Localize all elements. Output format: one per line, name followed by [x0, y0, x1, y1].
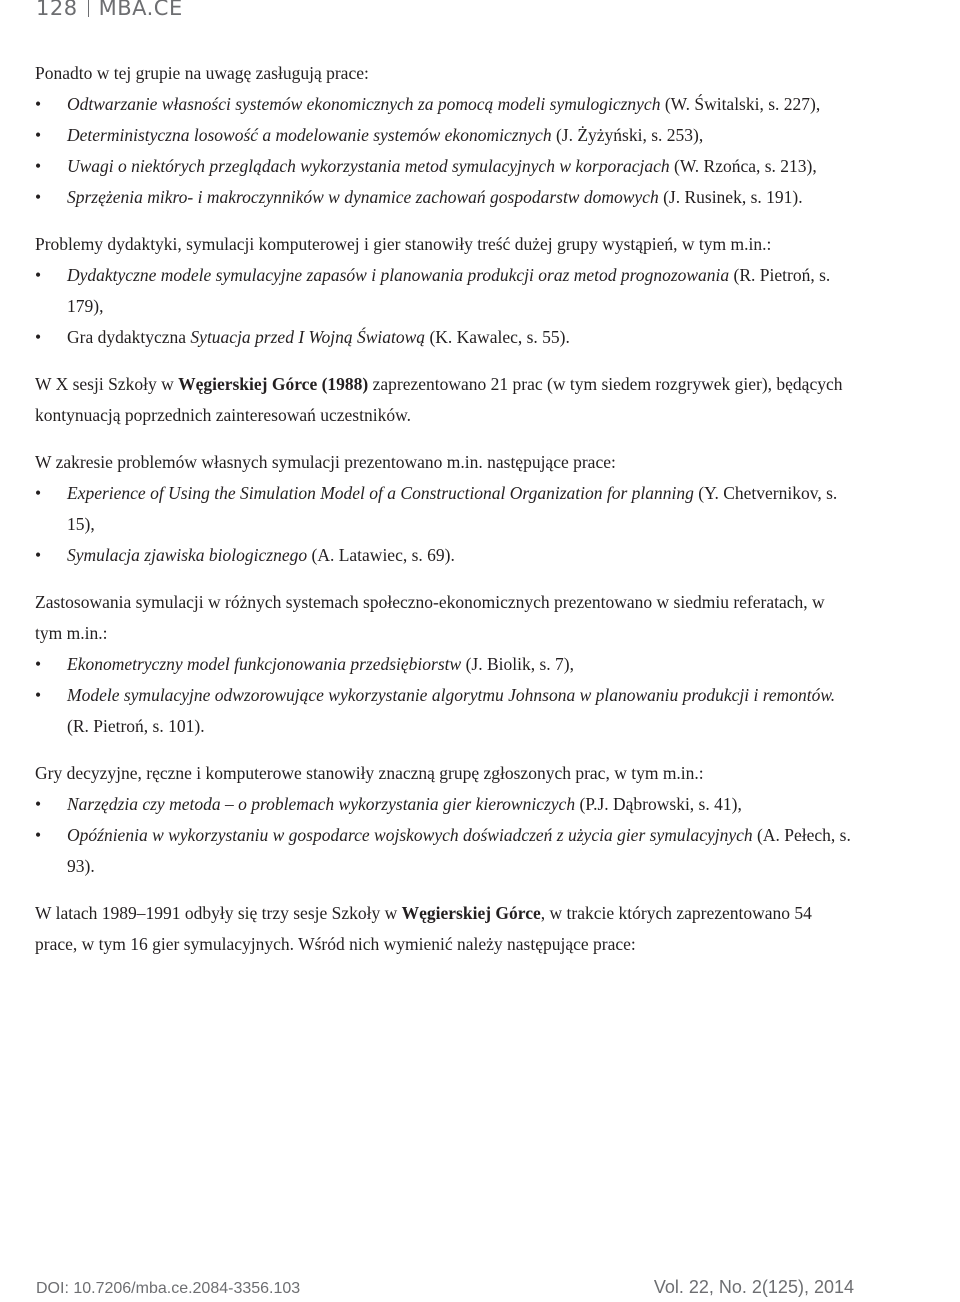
paragraph-intro: Gry decyzyjne, ręczne i komputerowe stanowiły znaczną grupę zgłoszonych prac, w tym m.in.: [35, 763, 704, 783]
item-ref: (Y. Chetvernikov, s. 15), [67, 483, 838, 534]
paragraph-intro: W zakresie problemów własnych symulacji prezentowano m.in. następujące prace: [35, 452, 616, 472]
journal-name: MBA.CE [98, 0, 183, 20]
bullet-list [35, 649, 855, 742]
item-title: Deterministyczna losowość a modelowanie systemów ekonomicznych [67, 125, 552, 145]
list-item [35, 789, 855, 820]
item-ref: (J. Żyżyński, s. 253), [551, 125, 704, 145]
item-title: Narzędzia czy metoda – o problemach wykorzystania gier kierowniczych [67, 794, 576, 814]
paragraph-intro: Problemy dydaktyki, symulacji komputerowej i gier stanowiły treść dużej grupy wystąpień, w tym m.in.: [35, 234, 772, 254]
item-ref: (W. Rzońca, s. 213), [669, 156, 817, 176]
paragraph-intro: Ponadto w tej grupie na uwagę zasługują prace: [35, 63, 369, 83]
footer-volume: Vol. 22, No. 2(125), 2014 [653, 1277, 854, 1297]
item-title: Sprzężenia mikro- i makroczynników w dynamice zachowań gospodarstw domowych [67, 187, 659, 207]
bullet-list [35, 478, 855, 571]
paragraph [35, 898, 855, 960]
text-run: , w trakcie których zaprezentowano 54 prace, w tym 16 gier symulacyjnych. Wśród nich wymienić należy następujące prace: [35, 903, 812, 954]
item-ref: (W. Świtalski, s. 227), [660, 94, 821, 114]
list-item [35, 120, 855, 151]
text-run: W latach 1989–1991 odbyły się trzy sesje Szkoły w [35, 903, 402, 923]
bold-place-name: Węgierskiej Górce (1988) [178, 374, 369, 394]
bullet-list [35, 89, 855, 213]
item-title: Dydaktyczne modele symulacyjne zapasów i planowania produkcji oraz metod prognozowania [67, 265, 730, 285]
paragraph [35, 369, 855, 431]
item-ref: (A. Latawiec, s. 69). [307, 545, 455, 565]
list-item [35, 820, 855, 882]
item-title: Opóźnienia w wykorzystaniu w gospodarce wojskowych doświadczeń z użycia gier symulacyjnych [67, 825, 753, 845]
item-title: Symulacja zjawiska biologicznego [67, 545, 308, 565]
list-item [35, 478, 855, 540]
footer-doi: DOI: 10.7206/mba.ce.2084-3356.103 [36, 1280, 301, 1297]
item-ref: (J. Rusinek, s. 191). [658, 187, 803, 207]
item-ref: (J. Biolik, s. 7), [461, 654, 574, 674]
item-ref: (A. Pełech, s. 93). [67, 825, 851, 876]
article-body [35, 58, 855, 960]
item-title: Uwagi o niektórych przeglądach wykorzystania metod symulacyjnych w korporacjach [67, 156, 670, 176]
item-ref: (K. Kawalec, s. 55). [425, 327, 570, 347]
bold-place-name: Węgierskiej Górce [401, 903, 541, 923]
list-item [35, 322, 855, 353]
list-item [35, 260, 855, 322]
item-title: Ekonometryczny model funkcjonowania przedsiębiorstw [67, 654, 462, 674]
text-run: zaprezentowano 21 prac (w tym siedem rozgrywek gier), będących kontynuacją poprzednich zainteresowań uczestników. [35, 374, 843, 425]
bullet-list [35, 789, 855, 882]
list-item [35, 649, 855, 680]
page-number: 128 [36, 0, 78, 20]
item-title: Experience of Using the Simulation Model of a Constructional Organization for planning [67, 483, 694, 503]
item-prefix: Gra dydaktyczna [67, 327, 191, 347]
item-ref: (R. Pietroń, s. 101). [67, 716, 205, 736]
item-ref: (R. Pietroń, s. 179), [67, 265, 831, 316]
list-item [35, 151, 855, 182]
item-title: Sytuacja przed I Wojną Światową [190, 327, 426, 347]
item-title: Modele symulacyjne odwzorowujące wykorzystanie algorytmu Johnsona w planowaniu produkcji i remontów. [67, 685, 836, 705]
header-divider [88, 0, 89, 17]
list-item [35, 540, 855, 571]
paragraph-intro: Zastosowania symulacji w różnych systemach społeczno-ekonomicznych prezentowano w siedmiu referatach, w tym m.in.: [35, 592, 825, 643]
bullet-list [35, 260, 855, 353]
text-run: W X sesji Szkoły w [35, 374, 179, 394]
list-item [35, 680, 855, 742]
item-title: Odtwarzanie własności systemów ekonomicznych za pomocą modeli symulogicznych [67, 94, 661, 114]
list-item [35, 89, 855, 120]
item-ref: (P.J. Dąbrowski, s. 41), [575, 794, 742, 814]
list-item [35, 182, 855, 213]
running-header [36, 0, 183, 28]
